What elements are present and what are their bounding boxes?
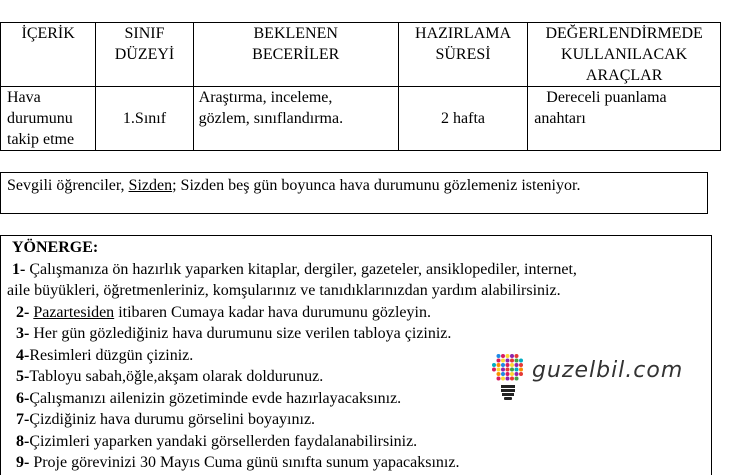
cell-sinif-text: 1.Sınıf	[122, 110, 167, 127]
instruction-number: 4-	[16, 346, 30, 364]
intro-box	[0, 172, 708, 214]
intro-text-rest: ; Sizden beş gün boyunca hava durumunu gözlemeniz isteniyor.	[172, 177, 581, 194]
header-sinif-duzeyi	[96, 23, 193, 87]
cell-araclar	[528, 87, 721, 151]
header-line: DÜZEYİ	[114, 46, 175, 63]
bulb-dot	[501, 354, 505, 358]
bulb-dot	[501, 363, 505, 367]
instruction-text: Proje görevinizi 30 Mayıs Cuma günü sınıfta sunum yapacaksınız.	[29, 454, 460, 471]
instruction-text: Resimleri düzgün çiziniz.	[29, 346, 194, 364]
instruction-number: 9-	[16, 454, 30, 471]
bulb-dot	[515, 359, 519, 363]
cell-line: Araştırma, inceleme,	[198, 89, 333, 106]
bulb-dot	[497, 372, 501, 376]
instruction-number: 2-	[16, 303, 30, 321]
header-line: SÜRESİ	[435, 46, 491, 63]
instruction-item	[7, 409, 711, 431]
instruction-number: 3-	[16, 325, 30, 342]
bulb-dot	[510, 363, 514, 367]
header-line: ARAÇLAR	[585, 67, 663, 84]
table-header-row	[1, 23, 721, 87]
cell-beceriler	[193, 87, 398, 151]
bulb-dot	[519, 372, 523, 376]
bulb-dot	[506, 354, 510, 358]
bulb-dot	[497, 359, 501, 363]
instruction-item	[7, 280, 711, 302]
cell-line: Dereceli puanlama	[546, 89, 667, 106]
instruction-item	[7, 431, 711, 453]
bulb-dot	[506, 372, 510, 376]
header-icerik-line: İÇERİK	[21, 25, 75, 42]
cell-line: durumunu	[7, 110, 73, 127]
instruction-item	[7, 302, 711, 324]
header-line: HAZIRLAMA	[415, 25, 512, 42]
bulb-dot	[506, 359, 510, 363]
cell-sinif	[96, 87, 193, 151]
bulb-dot	[497, 368, 501, 372]
bulb-dot	[510, 359, 514, 363]
bulb-dot	[519, 359, 523, 363]
header-beklenen-beceriler	[193, 23, 398, 87]
table-row	[1, 87, 721, 151]
bulb-dot	[501, 368, 505, 372]
instruction-text: itibaren Cumaya kadar hava durumunu gözleyin.	[114, 303, 431, 321]
bulb-dot	[497, 377, 501, 381]
bulb-dot	[506, 363, 510, 367]
bulb-dot	[515, 368, 519, 372]
instruction-text: Her gün gözlediğiniz hava durumunu size verilen tabloya çiziniz.	[29, 325, 452, 342]
header-line: KULLANILACAK	[561, 46, 688, 63]
instructions-title: YÖNERGE:	[12, 239, 99, 256]
header-line: BECERİLER	[252, 46, 340, 63]
bulb-dot	[501, 377, 505, 381]
intro-text: Sevgili öğrenciler,	[7, 177, 129, 194]
bulb-dot	[515, 363, 519, 367]
header-icerik	[1, 23, 96, 87]
bulb-dot	[515, 372, 519, 376]
instruction-item	[7, 323, 711, 345]
instruction-number: 6-	[16, 389, 30, 407]
guzelbil-logo	[490, 352, 700, 402]
intro-underlined-word: Sizden	[128, 177, 173, 194]
bulb-dot	[510, 372, 514, 376]
bulb-dot	[510, 377, 514, 381]
bulb-dot	[515, 377, 519, 381]
cell-line: anahtarı	[534, 110, 586, 127]
bulb-dot	[519, 368, 523, 372]
bulb-dot	[501, 359, 505, 363]
bulb-dot	[492, 363, 496, 367]
instruction-text: Çizimleri yaparken yandaki görsellerden faydalanabilirsiniz.	[29, 432, 418, 450]
lightbulb-icon	[490, 352, 526, 402]
instruction-text: Çizdiğiniz hava durumu görselini boyayınız.	[29, 411, 316, 428]
cell-line: takip etme	[7, 131, 75, 148]
project-plan-table	[0, 22, 721, 151]
bulb-dot	[501, 372, 505, 376]
instruction-number: 5-	[16, 368, 30, 385]
instruction-number: 8-	[16, 432, 30, 450]
instruction-number: 7-	[16, 411, 30, 428]
header-hazirlama-suresi	[398, 23, 527, 87]
header-line: DEĞERLENDİRMEDE	[545, 25, 703, 42]
bulb-dot	[510, 368, 514, 372]
bulb-dot	[506, 377, 510, 381]
bulb-dot	[510, 354, 514, 358]
instruction-text: Tabloyu sabah,öğle,akşam olarak doldurunuz.	[29, 368, 324, 385]
bulb-dot	[497, 363, 501, 367]
header-line: BEKLENEN	[253, 25, 338, 42]
logo-text: guzelbil.com	[532, 358, 684, 383]
instruction-underlined-word: Pazartesiden	[33, 303, 115, 321]
header-araclar	[528, 23, 721, 87]
bulb-dot	[506, 368, 510, 372]
instruction-text: Çalışmanızı ailenizin gözetiminde evde hazırlayacaksınız.	[29, 389, 402, 407]
instruction-text: Çalışmanıza ön hazırlık yaparken kitaplar, dergiler, gazeteler, ansiklopediler, internet,	[25, 260, 577, 278]
bulb-dot	[515, 354, 519, 358]
cell-sure-text: 2 hafta	[441, 110, 486, 127]
instruction-text: aile büyükleri, öğretmenleriniz, komşularınız ve tanıdıklarınızdan yardım alabilirsiniz.	[7, 282, 561, 299]
instruction-item	[7, 452, 711, 474]
cell-sure	[398, 87, 527, 151]
header-line: SINIF	[124, 25, 165, 42]
cell-line: gözlem, sınıflandırma.	[198, 110, 344, 127]
bulb-dot	[492, 368, 496, 372]
bulb-dot	[497, 354, 501, 358]
cell-line: Hava	[7, 89, 41, 106]
instruction-number: 1-	[12, 260, 26, 278]
cell-icerik	[1, 87, 96, 151]
bulb-dot	[519, 363, 523, 367]
instruction-item	[7, 259, 711, 281]
